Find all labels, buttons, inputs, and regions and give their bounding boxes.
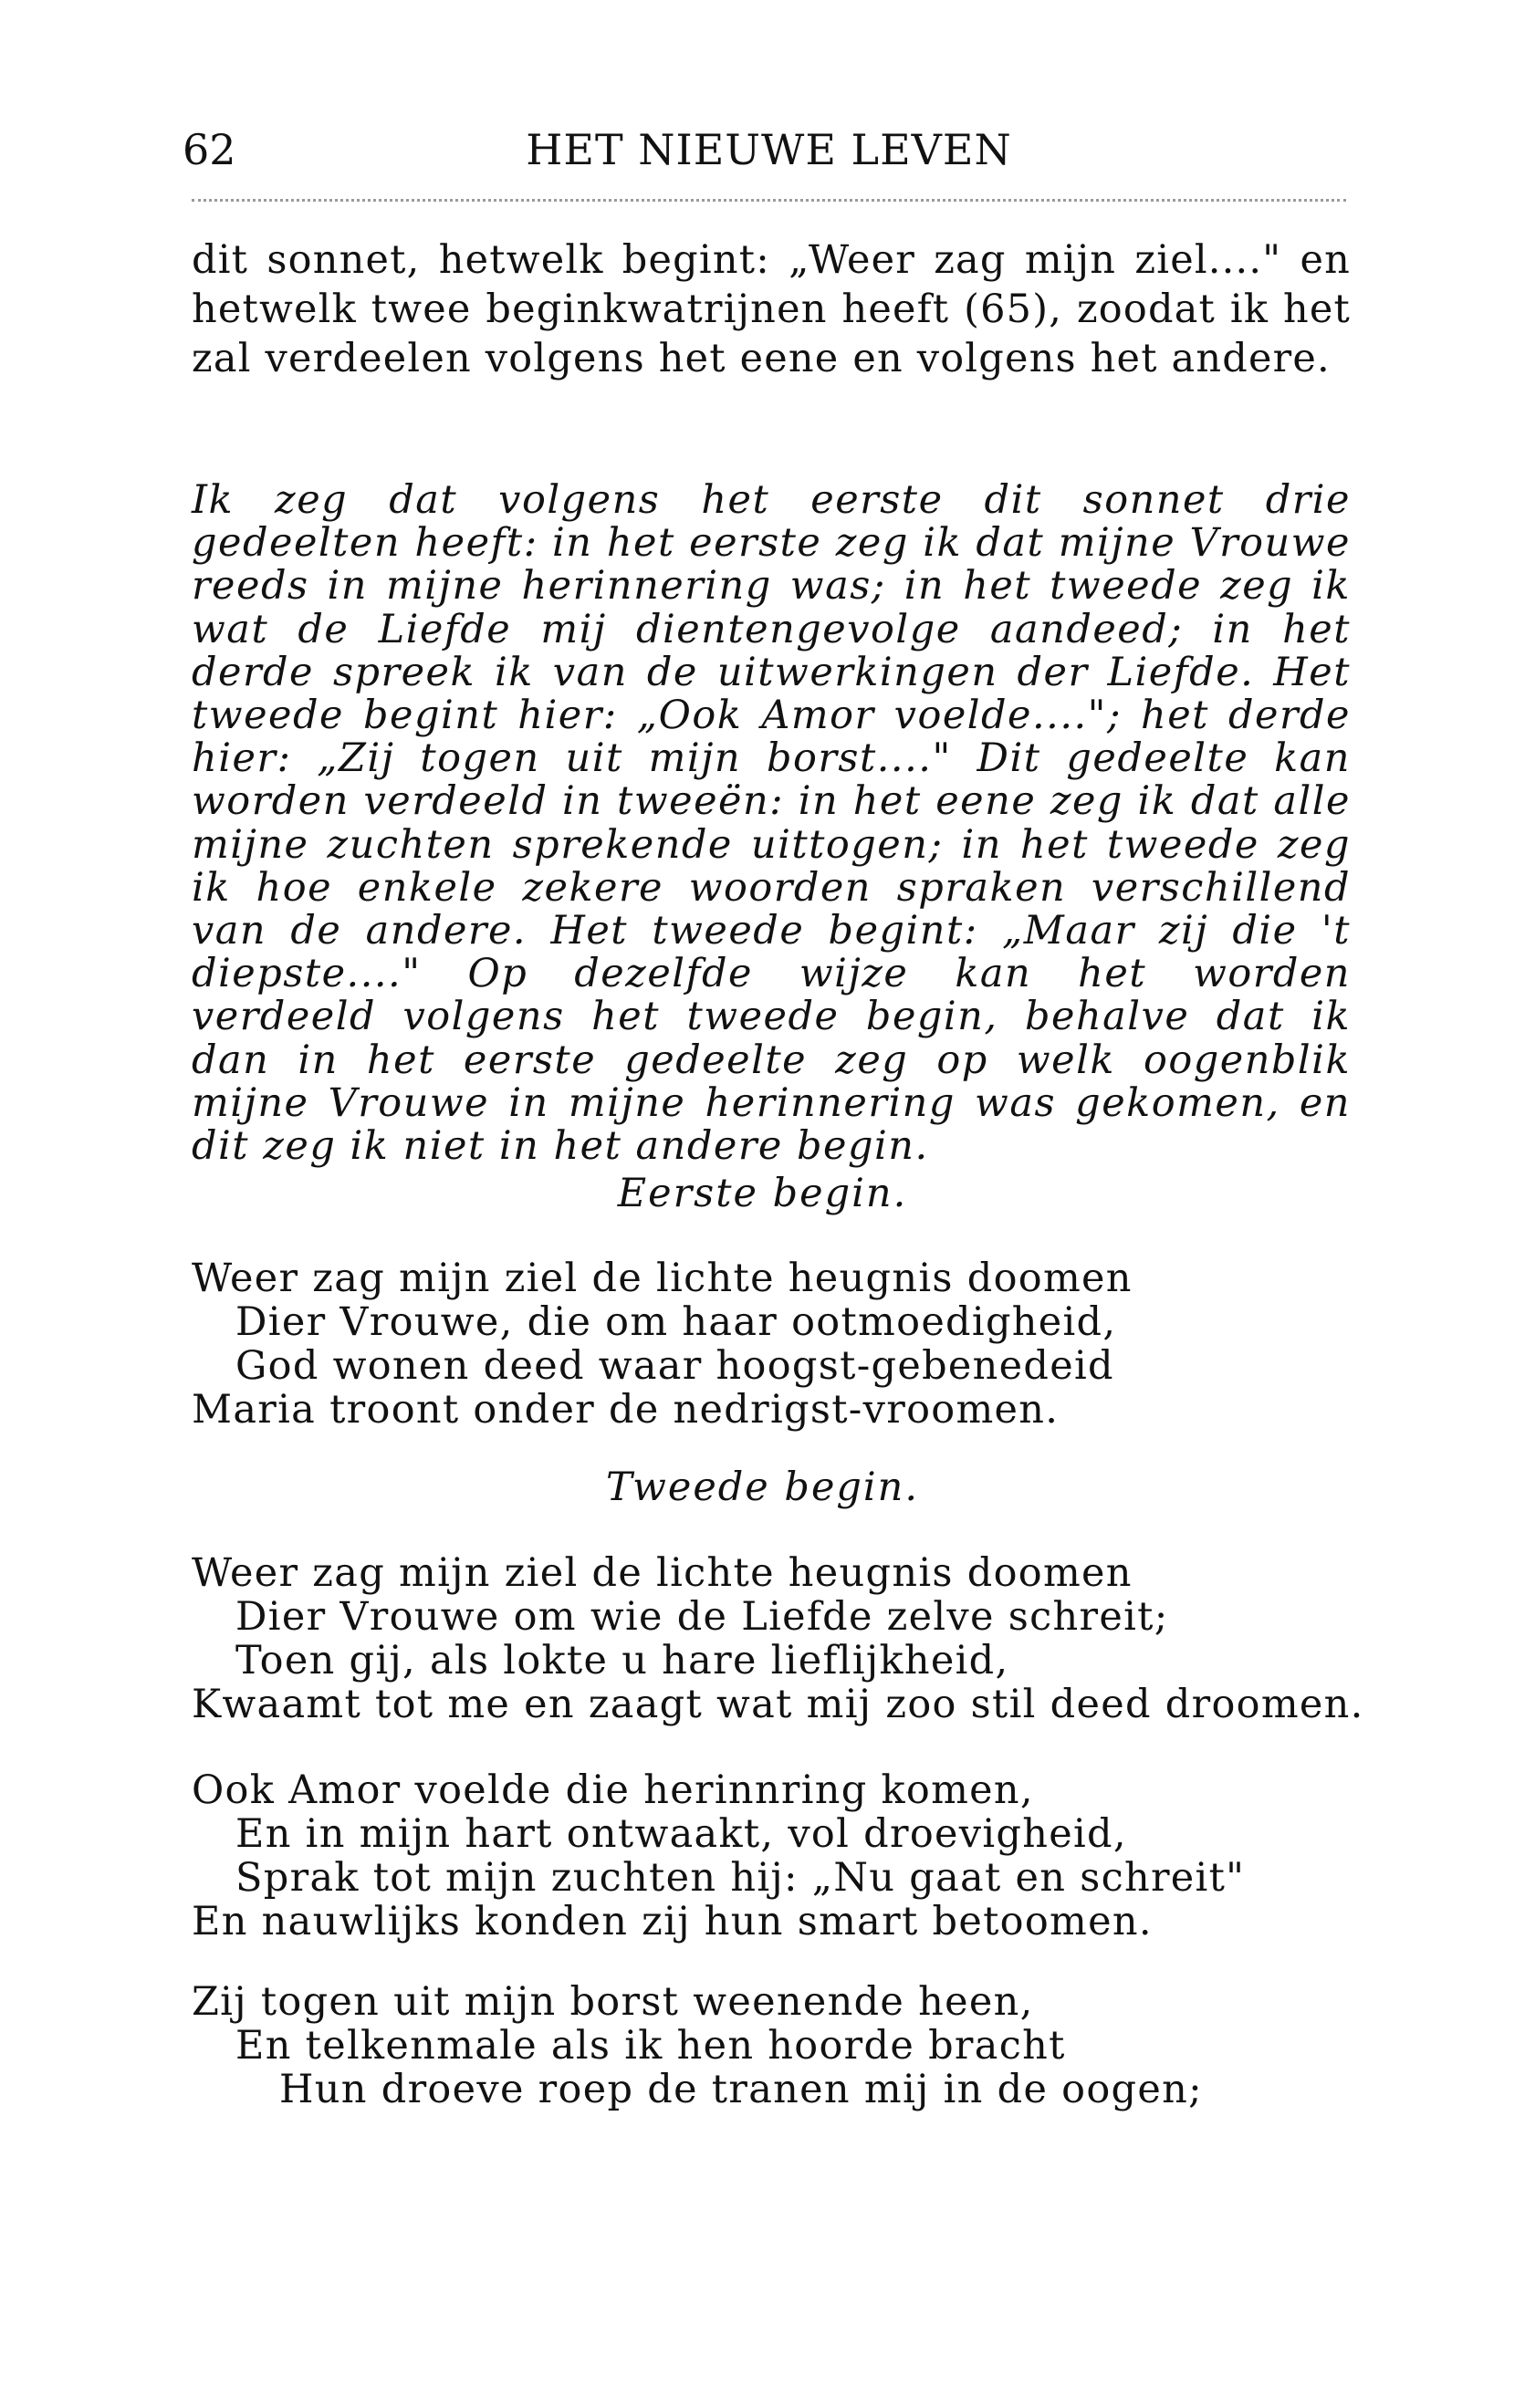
- heading-first-beginning: Eerste begin.: [617, 1171, 908, 1216]
- poem-line: Toen gij, als lokte u hare lieflijkheid,: [235, 1638, 1009, 1684]
- poem-stanza-3: [192, 1980, 1378, 2111]
- poem-line: En nauwlijks konden zij hun smart betoomen.: [192, 1899, 1153, 1944]
- poem-line: En telkenmale als ik hen hoorde bracht: [235, 2023, 1066, 2069]
- poem-line: Dier Vrouwe, die om haar ootmoedigheid,: [235, 1299, 1117, 1345]
- poem-line: Zij togen uit mijn borst weenende heen,: [192, 1979, 1034, 2025]
- poem-line: Weer zag mijn ziel de lichte heugnis doomen: [192, 1256, 1133, 1301]
- page-header: [183, 125, 1355, 180]
- poem-line: Maria troont onder de nedrigst-vroomen.: [192, 1387, 1060, 1433]
- poem-line: En in mijn hart ontwaakt, vol droevigheid,: [235, 1811, 1127, 1857]
- paragraph-division-commentary: Ik zeg dat volgens het eerste dit sonnet drie gedeelten heeft: in het eerste zeg ik dat mijne Vrouwe reeds in mijne herinnering was; in het tweede zeg ik wat de Liefde mij dientengevolge aandeed; in het derde spreek ik van de uitwerkingen der Liefde. Het tweede begint hier: „Ook Amor voelde...."; het derde hier: „Zij togen uit mijn borst...." Dit gedeelte kan worden verdeeld in tweeën: in het eene zeg ik dat alle mijne zuchten sprekende uittogen; in het tweede zeg ik hoe enkele zekere woorden spraken verschillend van de andere. Het tweede begint: „Maar zij die 't diepste...." Op dezelfde wijze kan het worden verdeeld volgens het tweede begin, behalve dat ik dan in het eerste gedeelte zeg op welk oogenblik mijne Vrouwe in mijne herinnering was gekomen, en dit zeg ik niet in het andere begin.: [192, 477, 1351, 1170]
- header-divider: [192, 199, 1346, 202]
- page-number: 62: [183, 125, 236, 174]
- poem-line: Sprak tot mijn zuchten hij: „Nu gaat en schreit": [235, 1855, 1246, 1901]
- paragraph-intro: dit sonnet, hetwelk begint: „Weer zag mijn ziel...." en hetwelk twee beginkwatrijnen heeft (65), zoodat ik het zal verdeelen volgens het eene en volgens het andere.: [192, 237, 1351, 381]
- poem-line: Hun droeve roep de tranen mij in de oogen;: [279, 2067, 1203, 2112]
- poem-stanza-second-beginning: [192, 1551, 1378, 1726]
- heading-second-beginning: Tweede begin.: [605, 1465, 920, 1510]
- poem-stanza-2: [192, 1768, 1378, 1944]
- poem-line: Kwaamt tot me en zaagt wat mij zoo stil deed droomen.: [192, 1682, 1364, 1727]
- poem-line: God wonen deed waar hoogst-gebenedeid: [235, 1343, 1114, 1389]
- poem-line: Weer zag mijn ziel de lichte heugnis doomen: [192, 1550, 1133, 1596]
- poem-line: Ook Amor voelde die herinnring komen,: [192, 1767, 1034, 1813]
- poem-line: Dier Vrouwe om wie de Liefde zelve schreit;: [235, 1594, 1169, 1640]
- poem-stanza-first-beginning: [192, 1256, 1378, 1432]
- running-head: HET NIEUWE LEVEN: [526, 125, 1012, 174]
